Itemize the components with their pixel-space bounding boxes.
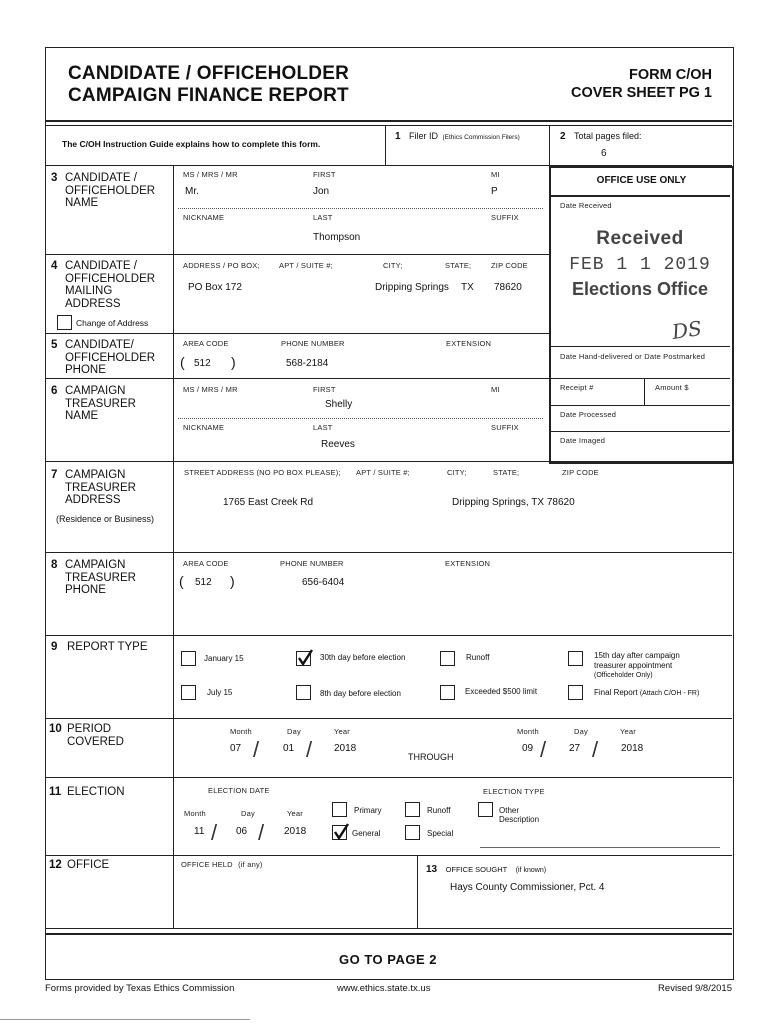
section-title: REPORT TYPE [67, 641, 148, 653]
july-15-label: July 15 [207, 688, 233, 697]
july-15-checkbox[interactable] [181, 685, 196, 700]
phone-number-value[interactable]: 568-2184 [286, 358, 329, 369]
from-day-label: Day [287, 727, 301, 736]
election-date-label: ELECTION DATE [208, 786, 270, 795]
treasurer-first[interactable]: Shelly [325, 399, 353, 410]
office-held-text: OFFICE HELD [181, 860, 233, 869]
extension-label: EXTENSION [445, 559, 491, 568]
footer-right: Revised 9/8/2015 [658, 983, 732, 994]
form-title-line2: CAMPAIGN FINANCE REPORT [68, 85, 349, 106]
election-day-label: Day [241, 809, 255, 818]
section-num: 4 [51, 260, 58, 272]
through-label: THROUGH [408, 752, 454, 762]
street-label: STREET ADDRESS (NO PO BOX PLEASE); [184, 468, 341, 477]
footer-left: Forms provided by Texas Ethics Commission [45, 983, 235, 994]
exceeded-limit-label: Exceeded $500 limit [465, 687, 538, 696]
divider [45, 635, 732, 636]
filer-id-text: Filer ID [409, 131, 439, 141]
divider [45, 120, 732, 122]
election-day[interactable]: 06 [236, 826, 248, 837]
general-label: General [352, 829, 381, 838]
special-label: Special [427, 829, 454, 838]
divider [45, 333, 174, 334]
dotted-divider [178, 208, 543, 209]
to-day[interactable]: 27 [569, 743, 581, 754]
state-label: STATE; [445, 261, 472, 270]
other-sub: Description [499, 815, 540, 824]
divider [173, 333, 550, 334]
other-text: Other [499, 806, 520, 815]
date-received-label: Date Received [560, 201, 612, 210]
to-day-label: Day [574, 727, 588, 736]
stamp-office: Elections Office [571, 279, 709, 299]
last-label: LAST [313, 423, 333, 432]
divider [551, 431, 730, 432]
january-15-label: January 15 [204, 654, 244, 663]
section-9-label [51, 641, 171, 654]
ms-label: MS / MRS / MR [183, 170, 238, 179]
primary-checkbox[interactable] [332, 802, 347, 817]
divider [45, 777, 732, 778]
apt-label: APT / SUITE #; [279, 261, 333, 270]
form-id-line1: FORM C/OH [629, 67, 712, 83]
divider [551, 346, 730, 347]
to-month[interactable]: 09 [522, 743, 534, 754]
candidate-ms[interactable]: Mr. [185, 186, 199, 197]
election-year-label: Year [287, 809, 303, 818]
section-num: 9 [51, 641, 58, 653]
total-pages-label [560, 126, 642, 144]
section-num: 3 [51, 172, 58, 184]
election-month-label: Month [184, 809, 206, 818]
office-sought-value[interactable]: Hays County Commissioner, Pct. 4 [450, 882, 605, 893]
receipt-label: Receipt # [560, 383, 594, 392]
section-7-label [51, 469, 171, 507]
phone-number-label: PHONE NUMBER [280, 559, 344, 568]
office-use-title: OFFICE USE ONLY [596, 175, 687, 186]
paren-close: ) [230, 573, 235, 589]
section-title: CANDIDATE / OFFICEHOLDER NAME [65, 172, 156, 209]
city-label: CITY; [383, 261, 403, 270]
form-title [68, 63, 349, 107]
zip-label: ZIP CODE [491, 261, 528, 270]
to-year[interactable]: 2018 [621, 743, 644, 754]
mi-label: MI [491, 170, 500, 179]
january-15-checkbox[interactable] [181, 651, 196, 666]
office-sought-sub: (if known) [515, 867, 547, 874]
candidate-first[interactable]: Jon [313, 186, 330, 197]
state-label: STATE; [493, 468, 520, 477]
section-5-label [51, 339, 171, 377]
primary-label: Primary [354, 806, 382, 815]
extension-label: EXTENSION [446, 339, 492, 348]
final-report-sub: (Attach C/OH - FR) [639, 690, 700, 697]
section-title: ELECTION [67, 786, 125, 798]
exceeded-limit-checkbox[interactable] [440, 685, 455, 700]
divider [417, 855, 418, 928]
total-pages-text: Total pages filed: [574, 131, 642, 141]
other-checkbox[interactable] [478, 802, 493, 817]
section-4-label [51, 260, 171, 310]
first-label: FIRST [313, 385, 336, 394]
zip-value[interactable]: 78620 [494, 282, 522, 293]
form-title-line1: CANDIDATE / OFFICEHOLDER [68, 63, 349, 84]
ms-label: MS / MRS / MR [183, 385, 238, 394]
go-to-page-2[interactable]: GO TO PAGE 2 [339, 952, 437, 967]
treasurer-street[interactable]: 1765 East Creek Rd [223, 497, 314, 508]
section-title: CANDIDATE/ OFFICEHOLDER PHONE [65, 339, 156, 376]
15th-day-sub: (Officeholder Only) [594, 672, 653, 679]
instruction-text: The C/OH Instruction Guide explains how to complete this form. [62, 139, 321, 149]
section-title: CAMPAIGN TREASURER PHONE [65, 559, 136, 596]
nickname-label: NICKNAME [183, 213, 225, 222]
received-stamp [555, 228, 725, 300]
final-report-checkbox[interactable] [568, 685, 583, 700]
section-title: PERIOD COVERED [67, 723, 124, 748]
date-separator: / [306, 737, 313, 762]
office-sought-num: 13 [426, 864, 438, 875]
suffix-label: SUFFIX [491, 213, 519, 222]
city-value[interactable]: Dripping Springs [375, 282, 449, 293]
total-pages-num: 2 [560, 131, 566, 142]
from-year-label: Year [334, 727, 350, 736]
other-label [499, 806, 539, 824]
section-num: 6 [51, 385, 58, 397]
treasurer-last[interactable]: Reeves [321, 439, 355, 450]
other-description-line [480, 847, 720, 848]
8th-day-label: 8th day before election [320, 689, 401, 698]
total-pages-value[interactable]: 6 [601, 148, 607, 159]
paren-open: ( [179, 573, 184, 589]
date-separator: / [211, 820, 218, 845]
stamp-received: Received [596, 228, 684, 249]
section-11-label [49, 786, 169, 799]
address-label: ADDRESS / PO BOX; [183, 261, 260, 270]
filer-id-sub: (Ethics Commission Filers) [442, 134, 520, 141]
date-hand-label: Date Hand-delivered or Date Postmarked [560, 352, 706, 361]
area-code-label: AREA CODE [183, 559, 229, 568]
8th-day-checkbox[interactable] [296, 685, 311, 700]
section-num: 7 [51, 469, 58, 481]
area-code-value[interactable]: 512 [195, 577, 212, 588]
from-year[interactable]: 2018 [334, 743, 357, 754]
address-value[interactable]: PO Box 172 [188, 282, 242, 293]
divider [45, 928, 732, 929]
divider [551, 195, 730, 197]
runoff-election-label: Runoff [427, 806, 451, 815]
section-num: 11 [49, 786, 62, 798]
general-checkbox[interactable] [332, 825, 347, 840]
checkmark-icon [333, 823, 351, 841]
30th-day-label: 30th day before election [320, 653, 406, 662]
runoff-checkbox[interactable] [440, 651, 455, 666]
suffix-label: SUFFIX [491, 423, 519, 432]
form-id [520, 66, 712, 102]
divider [173, 165, 174, 929]
candidate-mi[interactable]: P [491, 186, 498, 197]
election-year[interactable]: 2018 [284, 826, 307, 837]
date-processed-label: Date Processed [560, 410, 617, 419]
checkmark-icon [297, 649, 315, 667]
phone-number-label: PHONE NUMBER [281, 339, 345, 348]
phone-number-value[interactable]: 656-6404 [302, 577, 345, 588]
divider [45, 718, 732, 719]
runoff-label: Runoff [466, 653, 490, 662]
date-imaged-label: Date Imaged [560, 436, 606, 445]
30th-day-checkbox[interactable] [296, 651, 311, 666]
section-title: OFFICE [67, 859, 110, 871]
paren-close: ) [231, 354, 236, 370]
divider [45, 461, 732, 462]
15th-day-text: 15th day after campaign treasurer appointment [594, 651, 680, 670]
date-separator: / [258, 820, 265, 845]
divider [644, 378, 645, 405]
footer-center[interactable]: www.ethics.state.tx.us [337, 983, 431, 994]
date-separator: / [540, 737, 547, 762]
section-title: CANDIDATE / OFFICEHOLDER MAILING ADDRESS [65, 260, 156, 310]
to-month-label: Month [517, 727, 539, 736]
zip-label: ZIP CODE [562, 468, 599, 477]
election-month[interactable]: 11 [194, 826, 205, 837]
stamp-date: FEB 1 1 2019 [569, 255, 711, 275]
divider [45, 855, 732, 856]
final-report-label [594, 688, 699, 697]
section-6-label [51, 385, 171, 423]
filer-id-num: 1 [395, 131, 401, 142]
divider [45, 165, 550, 166]
amount-label: Amount $ [655, 383, 689, 392]
divider [551, 405, 730, 406]
divider [45, 254, 550, 255]
nickname-label: NICKNAME [183, 423, 225, 432]
apt-label: APT / SUITE #; [356, 468, 410, 477]
election-type-label: ELECTION TYPE [483, 787, 545, 796]
stamp-initials: DS [670, 316, 704, 344]
office-sought-text: OFFICE SOUGHT [445, 865, 508, 874]
section-8-label [51, 559, 171, 597]
mi-label: MI [491, 385, 500, 394]
candidate-last[interactable]: Thompson [313, 232, 361, 243]
special-checkbox[interactable] [405, 825, 420, 840]
change-address-label: Change of Address [76, 318, 149, 328]
section-title: CAMPAIGN TREASURER ADDRESS [65, 469, 136, 506]
runoff-election-checkbox[interactable] [405, 802, 420, 817]
office-held-label [181, 860, 263, 869]
office-held-sub: (if any) [238, 860, 263, 869]
change-address-checkbox[interactable] [57, 315, 72, 330]
scan-edge [0, 1019, 250, 1020]
to-year-label: Year [620, 727, 636, 736]
state-value[interactable]: TX [461, 282, 474, 293]
15th-day-label [594, 651, 704, 681]
from-day[interactable]: 01 [283, 743, 295, 754]
final-report-text: Final Report [594, 688, 638, 697]
last-label: LAST [313, 213, 333, 222]
form-id-line2: COVER SHEET PG 1 [570, 85, 712, 101]
date-separator: / [253, 737, 260, 762]
divider [551, 378, 730, 379]
divider [45, 552, 732, 553]
section-title: CAMPAIGN TREASURER NAME [65, 385, 136, 422]
section-12-label [49, 859, 169, 872]
divider [45, 933, 732, 935]
dotted-divider [178, 418, 543, 419]
paren-open: ( [180, 354, 185, 370]
area-code-label: AREA CODE [183, 339, 229, 348]
office-sought-label [426, 859, 546, 877]
filer-id-field[interactable] [390, 140, 545, 160]
section-3-label [51, 172, 171, 210]
divider [549, 125, 550, 165]
from-month-label: Month [230, 727, 252, 736]
section-7-sublabel: (Residence or Business) [56, 514, 155, 524]
office-use-box [549, 166, 734, 464]
section-10-label [49, 723, 169, 748]
city-label: CITY; [447, 468, 467, 477]
divider [45, 378, 550, 379]
section-num: 8 [51, 559, 58, 571]
section-num: 12 [49, 859, 62, 871]
date-separator: / [592, 737, 599, 762]
treasurer-city-state-zip[interactable]: Dripping Springs, TX 78620 [452, 497, 575, 508]
section-num: 5 [51, 339, 58, 351]
area-code-value[interactable]: 512 [194, 358, 211, 369]
section-num: 10 [49, 723, 62, 735]
first-label: FIRST [313, 170, 336, 179]
from-month[interactable]: 07 [230, 743, 242, 754]
15th-day-checkbox[interactable] [568, 651, 583, 666]
divider [385, 125, 386, 165]
